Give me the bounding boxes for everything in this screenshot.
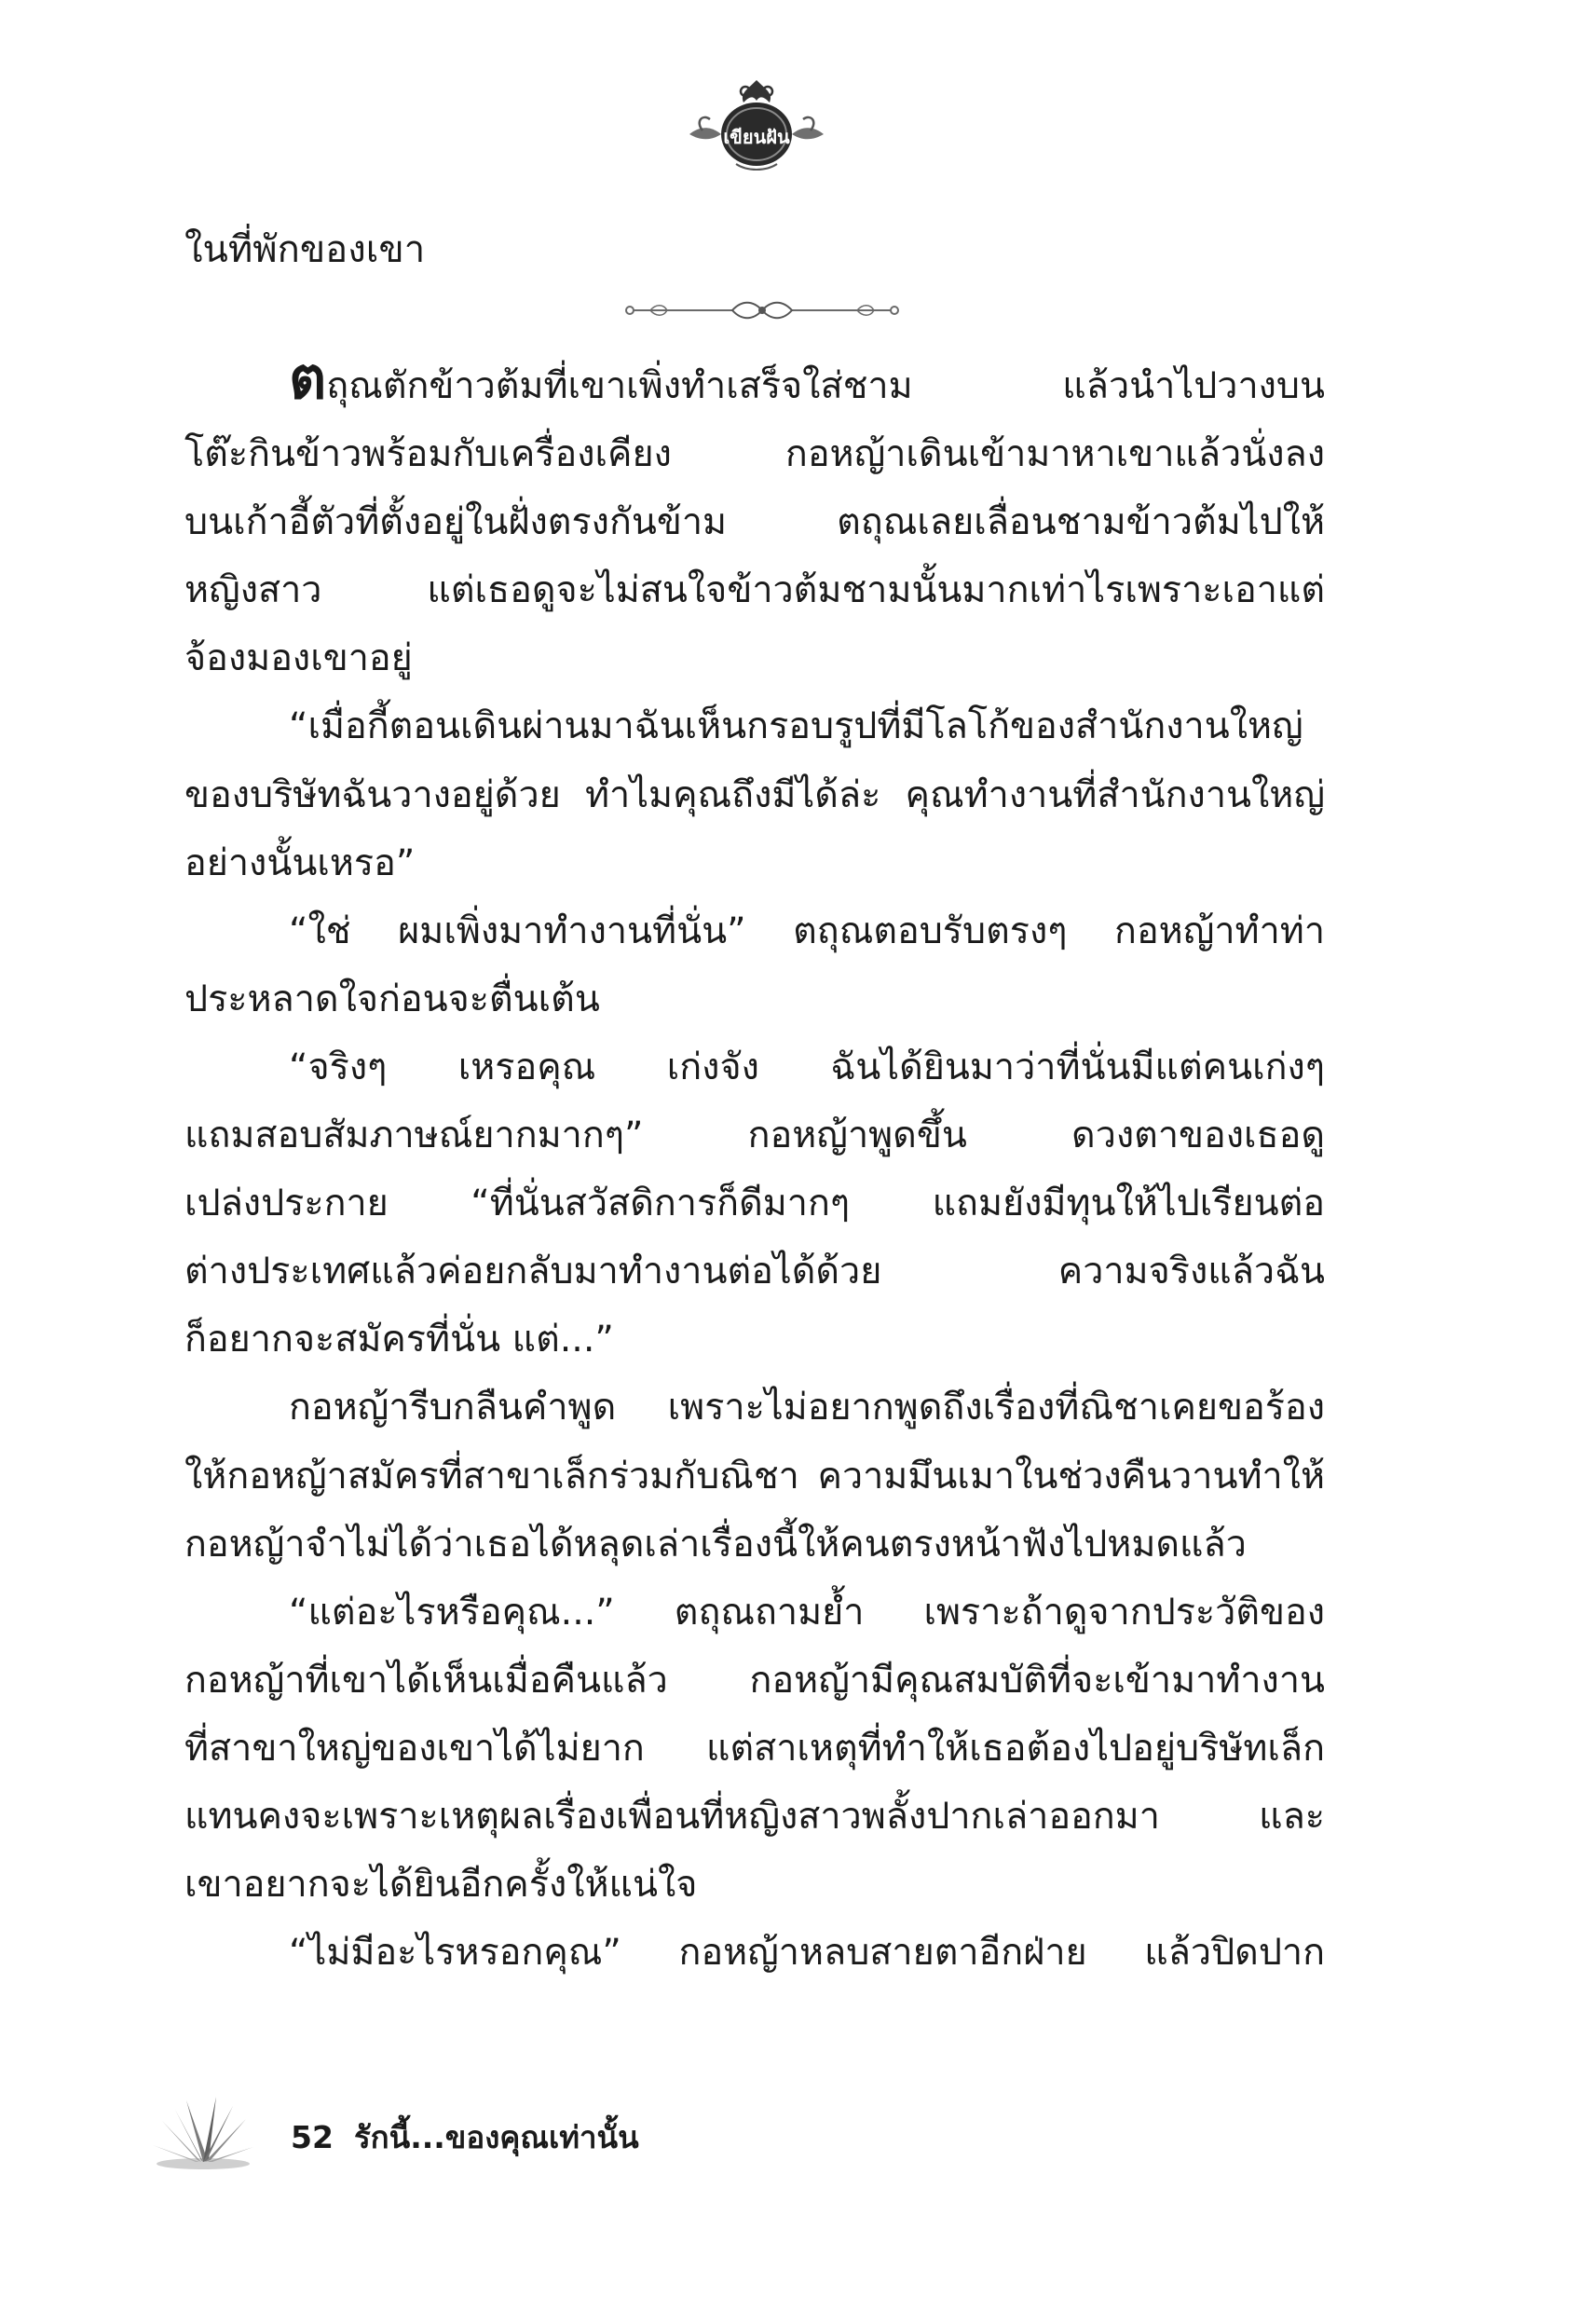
text-line: “ไม่มีอะไรหรอกคุณ” กอหญ้าหลบสายตาอีกฝ่าย แล้วปิดปาก (289, 1931, 1325, 1975)
ornamental-emblem-icon (682, 73, 831, 175)
text-line: “จริงๆ เหรอคุณ เก่งจัง ฉันได้ยินมาว่าที่นั่นมีแต่คนเก่งๆ (289, 1045, 1325, 1088)
text-line: ให้กอหญ้าสมัครที่สาขาเล็กร่วมกับณิชา ความมึนเมาในช่วงคืนวานทำให้ (184, 1454, 1325, 1497)
text-line: โต๊ะกินข้าวพร้อมกับเครื่องเคียง กอหญ้าเดินเข้ามาหาเขาแล้วนั่งลง (184, 432, 1325, 476)
text-line: ประหลาดใจก่อนจะตื่นเต้น (184, 977, 600, 1020)
text-line: “ใช่ ผมเพิ่งมาทำงานที่นั่น” ตถุณตอบรับตรงๆ กอหญ้าทำท่า (289, 909, 1325, 952)
emblem-text: เขียนฝัน (723, 126, 790, 148)
ornamental-divider-icon (622, 294, 902, 326)
text-line: กอหญ้าจำไม่ได้ว่าเธอได้หลุดเล่าเรื่องนี้ให้คนตรงหน้าฟังไปหมดแล้ว (184, 1522, 1247, 1566)
text-line: เขาอยากจะได้ยินอีกครั้งให้แน่ใจ (184, 1863, 698, 1907)
text-line: แถมสอบสัมภาษณ์ยากมากๆ” กอหญ้าพูดขึ้น ดวงตาของเธอดู (184, 1114, 1325, 1157)
text-line: กอหญ้าที่เขาได้เห็นเมื่อคืนแล้ว กอหญ้ามีคุณสมบัติที่จะเข้ามาทำงาน (184, 1658, 1325, 1702)
page-number: 52 (291, 2119, 334, 2155)
grass-plant-icon (149, 2093, 257, 2171)
book-title: รักนี้...ของคุณเท่านั้น (353, 2119, 639, 2155)
text-line: ที่สาขาใหญ่ของเขาได้ไม่ยาก แต่สาเหตุที่ทำให้เธอต้องไปอยู่บริษัทเล็ก (184, 1726, 1325, 1770)
intro-line: ในที่พักของเขา (184, 228, 426, 271)
text-line: เปล่งประกาย “ที่นั่นสวัสดิการก็ดีมากๆ แถมยังมีทุนให้ไปเรียนต่อ (184, 1182, 1325, 1225)
text-line: ตถุณตักข้าวต้มที่เขาเพิ่งทำเสร็จใส่ชาม แล้วนำไปวางบน (289, 344, 1325, 412)
text-line: หญิงสาว แต่เธอดูจะไม่สนใจข้าวต้มชามนั้นมากเท่าไรเพราะเอาแต่ (184, 568, 1325, 612)
drop-cap: ต (289, 344, 327, 412)
chapter-body (184, 344, 1325, 1987)
text-line: กอหญ้ารีบกลืนคำพูด เพราะไม่อยากพูดถึงเรื่องที่ณิชาเคยขอร้อง (289, 1386, 1325, 1429)
text-line: ต่างประเทศแล้วค่อยกลับมาทำงานต่อได้ด้วย ความจริงแล้วฉัน (184, 1250, 1325, 1293)
text-line: “แต่อะไรหรือคุณ...” ตถุณถามย้ำ เพราะถ้าดูจากประวัติของ (289, 1590, 1325, 1634)
page-footer (291, 2117, 639, 2158)
text-line: ก็อยากจะสมัครที่นั่น แต่...” (184, 1318, 614, 1361)
text-line: ของบริษัทฉันวางอยู่ด้วย ทำไมคุณถึงมีได้ล่ะ คุณทำงานที่สำนักงานใหญ่ (184, 773, 1325, 816)
text-line: บนเก้าอี้ตัวที่ตั้งอยู่ในฝั่งตรงกันข้าม ตถุณเลยเลื่อนชามข้าวต้มไปให้ (184, 500, 1325, 544)
text-line: จ้องมองเขาอยู่ (184, 636, 413, 680)
text-line: แทนคงจะเพราะเหตุผลเรื่องเพื่อนที่หญิงสาวพลั้งปากเล่าออกมา และ (184, 1794, 1325, 1838)
text-line: “เมื่อกี้ตอนเดินผ่านมาฉันเห็นกรอบรูปที่มีโลโก้ของสำนักงานใหญ่ (289, 704, 1303, 748)
text-line: อย่างนั้นเหรอ” (184, 841, 416, 884)
